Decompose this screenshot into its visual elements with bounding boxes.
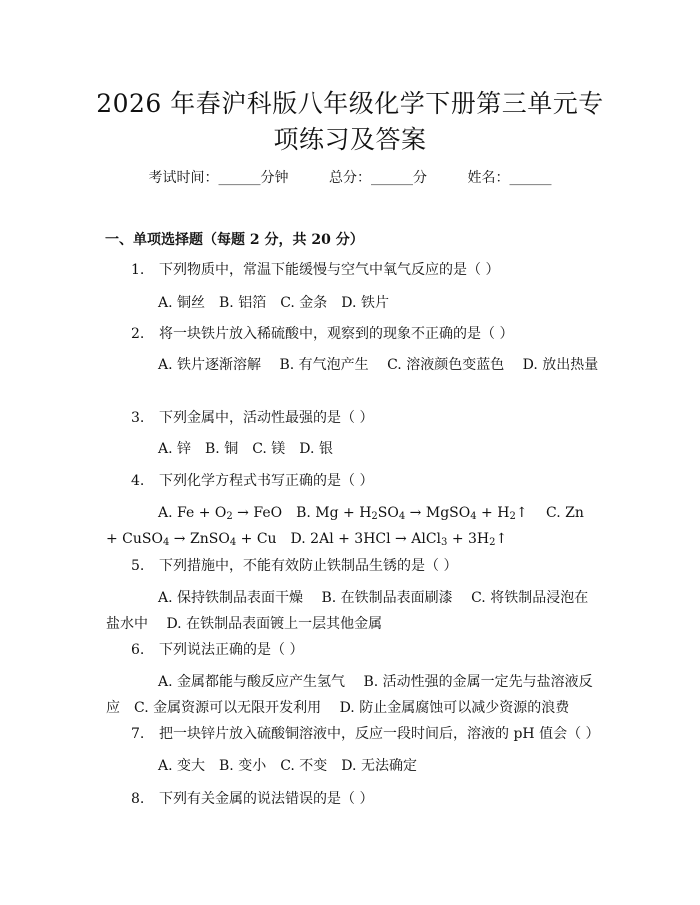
- question-text: 下列说法正确的是（ ）: [159, 642, 304, 658]
- opt-part: → ZnSO: [169, 531, 230, 547]
- question: [131, 324, 601, 344]
- question-number: 7.: [131, 726, 145, 742]
- opt-part: + Cu D. 2Al + 3HCl → AlCl: [236, 531, 442, 547]
- question-options: A. 金属都能与酸反应产生氢气 B. 活动性强的金属一定先与盐溶液反应 C. 金属资源可以无限开发利用 D. 防止金属腐蚀可以减少资源的浪费: [106, 674, 593, 716]
- opt-part: + H: [476, 505, 510, 521]
- opt-part: → MgSO: [405, 505, 471, 521]
- exam-score: 总分：______分: [329, 170, 427, 186]
- question-number: 6.: [131, 642, 145, 658]
- question-options: A. 铁片逐渐溶解 B. 有气泡产生 C. 溶液颜色变蓝色 D. 放出热量: [158, 357, 599, 373]
- exam-name: 姓名：______: [467, 170, 552, 186]
- question-text: 把一块锌片放入硫酸铜溶液中，反应一段时间后，溶液的 pH 值会（ ）: [159, 726, 600, 742]
- opt-part: ↑: [495, 531, 508, 547]
- question-number: 5.: [131, 558, 145, 574]
- question: [131, 640, 601, 660]
- subscript: 2: [226, 511, 233, 522]
- opt-part: SO: [377, 505, 399, 521]
- question-text: 下列物质中，常温下能缓慢与空气中氧气反应的是（ ）: [159, 262, 500, 278]
- question-options: A. 保持铁制品表面干燥 B. 在铁制品表面刷漆 C. 将铁制品浸泡在盐水中 D. 在铁制品表面镀上一层其他金属: [106, 590, 589, 632]
- question-options: A. 变大 B. 变小 C. 不变 D. 无法确定: [158, 758, 417, 774]
- question-options: A. 锌 B. 铜 C. 镁 D. 银: [158, 441, 333, 457]
- opt-part: → FeO B. Mg + H: [232, 505, 372, 521]
- subscript: 4: [162, 537, 170, 548]
- subscript: 4: [229, 537, 237, 548]
- document-title-line2: 项练习及答案: [273, 125, 427, 154]
- subscript: 4: [470, 511, 477, 522]
- opt-part: ↑ C. Zn + CuSO: [106, 505, 584, 547]
- subscript: 2: [371, 511, 378, 522]
- question-number: 4.: [131, 473, 145, 489]
- opt-part: A. Fe + O: [158, 505, 227, 521]
- question-text: 下列化学方程式书写正确的是（ ）: [159, 473, 374, 489]
- document-title-line1: 2026 年春沪科版八年级化学下册第三单元专: [96, 89, 604, 118]
- subscript: 4: [398, 511, 406, 522]
- question-number: 1.: [131, 262, 145, 278]
- subscript: 3: [441, 537, 448, 548]
- question-text: 下列有关金属的说法错误的是（ ）: [159, 791, 374, 807]
- subscript: 2: [489, 537, 496, 548]
- question-text: 将一块铁片放入稀硫酸中，观察到的现象不正确的是（ ）: [159, 326, 514, 342]
- question-number: 3.: [131, 410, 145, 426]
- question-text: 下列金属中，活动性最强的是（ ）: [159, 410, 374, 426]
- subscript: 2: [509, 511, 516, 522]
- question: [131, 260, 601, 280]
- question-options-equations: [106, 500, 600, 552]
- exam-time: 考试时间：______分钟: [148, 170, 289, 186]
- question: [131, 789, 601, 809]
- question: [131, 556, 601, 576]
- section-heading: 一、单项选择题（每题 2 分，共 20 分）: [105, 232, 364, 248]
- question: [131, 471, 601, 491]
- question-options: A. 铜丝 B. 铝箔 C. 金条 D. 铁片: [158, 295, 389, 311]
- question: [131, 408, 601, 428]
- question-number: 2.: [131, 326, 145, 342]
- question-number: 8.: [131, 791, 145, 807]
- exam-meta: [0, 168, 700, 188]
- question: [131, 724, 601, 744]
- opt-part: + 3H: [447, 531, 490, 547]
- question-text: 下列措施中，不能有效防止铁制品生锈的是（ ）: [159, 558, 458, 574]
